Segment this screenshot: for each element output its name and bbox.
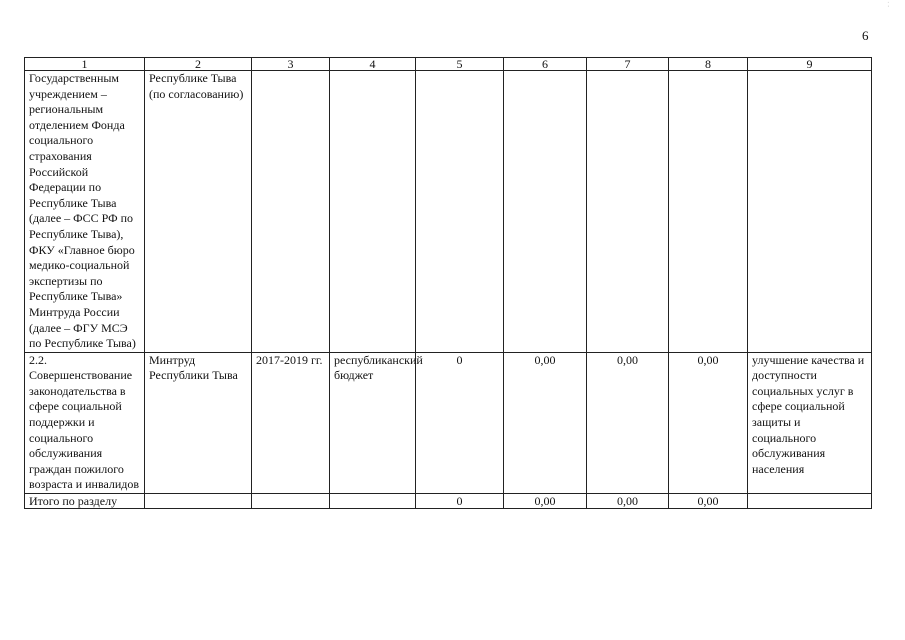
cell-year-2019	[669, 71, 748, 353]
header-col-3: 3	[252, 58, 330, 71]
cell-executor: Государственным учреждением – региональным отделением Фонда социального страхования Российской Федерации по Республике Тыва (далее – ФСС РФ по Республике Тыва), ФКУ «Главное бюро медико-социальной экспертизы по Республике Тыва» Минтруда России (далее – ФГУ МСЭ по Республике Тыва)	[25, 71, 145, 353]
header-col-5: 5	[416, 58, 504, 71]
scan-artifact: ˙.	[884, 1, 891, 9]
cell-period	[252, 71, 330, 353]
cell-year-2018	[587, 71, 669, 353]
total-sum: 0	[416, 494, 504, 509]
header-col-6: 6	[504, 58, 587, 71]
program-table	[24, 57, 872, 509]
header-col-7: 7	[587, 58, 669, 71]
total-2017: 0,00	[504, 494, 587, 509]
header-col-1: 1	[25, 58, 145, 71]
cell-result: улучшение качества и доступности социальных услуг в сфере социальной защиты и социального обслуживания населения	[748, 352, 872, 493]
cell-responsible: Минтруд Республики Тыва	[145, 352, 252, 493]
cell-source: республиканский бюджет	[330, 352, 416, 493]
cell-result	[748, 71, 872, 353]
total-row	[25, 494, 872, 509]
page-number: 6	[862, 28, 869, 43]
cell-year-2017: 0,00	[504, 352, 587, 493]
table-row	[25, 352, 872, 493]
cell-year-2017	[504, 71, 587, 353]
header-row	[25, 58, 872, 71]
header-col-2: 2	[145, 58, 252, 71]
total-2019: 0,00	[669, 494, 748, 509]
table-row	[25, 71, 872, 353]
header-col-9: 9	[748, 58, 872, 71]
cell-total: 0	[416, 352, 504, 493]
cell-measure: 2.2. Совершенствование законодательства в сфере социальной поддержки и социального обслуживания граждан пожилого возраста и инвалидов	[25, 352, 145, 493]
cell-responsible: Республике Тыва (по согласованию)	[145, 71, 252, 353]
cell-total	[416, 71, 504, 353]
header-col-4: 4	[330, 58, 416, 71]
cell-source	[330, 71, 416, 353]
cell-year-2019: 0,00	[669, 352, 748, 493]
cell-year-2018: 0,00	[587, 352, 669, 493]
total-cell-9	[748, 494, 872, 509]
total-cell-2	[145, 494, 252, 509]
cell-period: 2017-2019 гг.	[252, 352, 330, 493]
total-label: Итого по разделу	[25, 494, 145, 509]
total-2018: 0,00	[587, 494, 669, 509]
header-col-8: 8	[669, 58, 748, 71]
total-cell-3	[252, 494, 330, 509]
total-cell-4	[330, 494, 416, 509]
